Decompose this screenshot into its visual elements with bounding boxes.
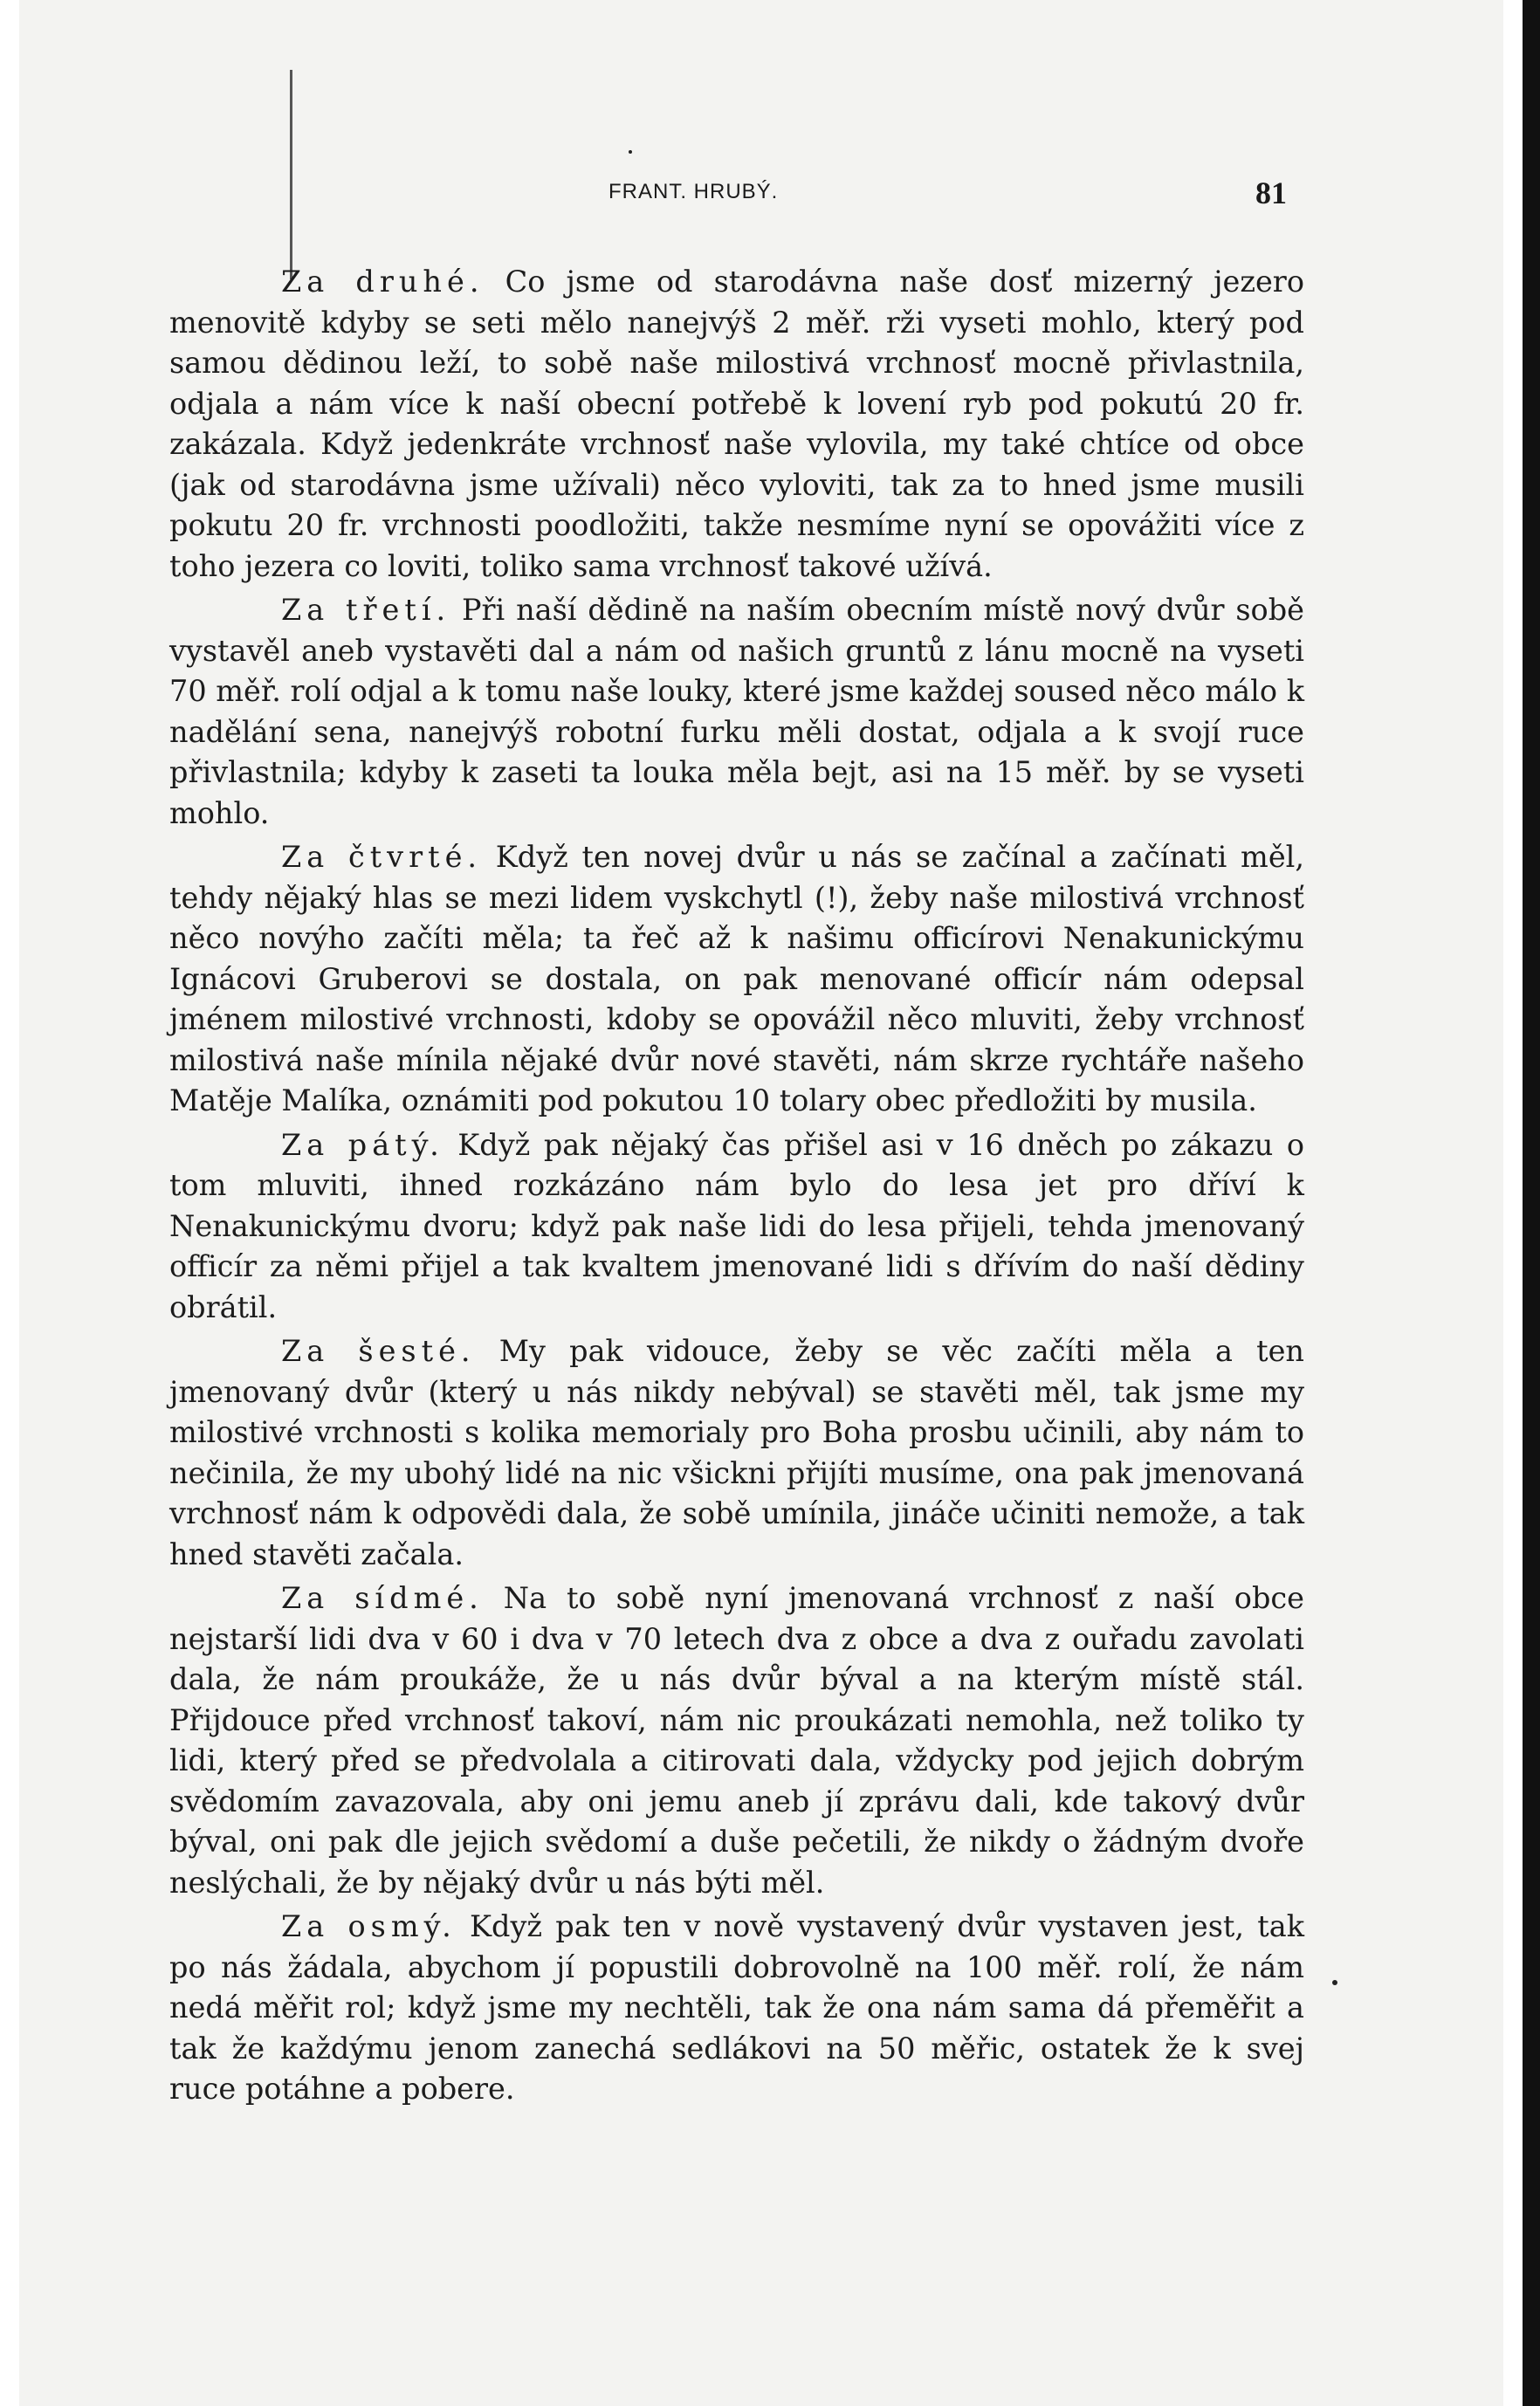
paragraph-text: Když ten novej dvůr u nás se začínal a začínati měl, tehdy nějaký hlas se mezi lidem vyskchytl (!), žeby naše milostivá vrchnosť něco novýho začíti měla; ta řeč až k našimu officírovi Nenakunickýmu Ignácovi Gruberovi se dostala, on pak menované officír nám odepsal jménem milostivé vrchnosti, kdoby se opovážil něco mluviti, žeby vrchnosť milostivá naše mínila nějaké dvůr nové stavěti, nám skrze rychtáře našeho Matěje Malíka, oznámiti pod pokutou 10 tolary obec předložiti by musila. (169, 840, 1305, 1117)
paragraph-lead: Za sídmé. (281, 1581, 484, 1615)
paragraph-za-paty (169, 1125, 1304, 1329)
paragraph-text: Když pak nějaký čas přišel asi v 16 dněch po zákazu o tom mluviti, ihned rozkázáno nám bylo do lesa jet pro dříví k Nenakunickýmu dvoru; když pak naše lidi do lesa přijeli, tehda jmenovaný officír za němi přijel a tak kvaltem jmenované lidi s dřívím do naší dědiny obrátil. (169, 1127, 1304, 1324)
scan-speck (629, 150, 632, 154)
paragraph-za-ctvrte (169, 837, 1304, 1122)
paragraph-text: Na to sobě nyní jmenovaná vrchnosť z naší obce nejstarší lidi dva v 60 i dva v 70 letech dva z obce a dva z ouřadu zavolati dala, že nám proukáže, že u nás dvůr býval a na kterým místě stál. Přijdouce před vrchnosť takoví, nám nic proukázati nemohla, než toliko ty lidi, který před se předvolala a citirovati dala, vždycky pod jejich dobrým svědomím zavazovala, aby oni jemu aneb jí zprávu dali, kde takový dvůr býval, oni pak dle jejich svědomí a duše pečetili, že nikdy o žádným dvoře neslýchali, že by nějaký dvůr u nás býti měl. (169, 1581, 1304, 1900)
paragraph-lead: Za třetí. (281, 593, 451, 627)
paragraph-text: Když pak ten v nově vystavený dvůr vystaven jest, tak po nás žádala, abychom jí popustili dobrovolně na 100 měř. rolí, že nám nedá měřit rol; když jsme my nechtěli, tak že ona nám sama dá přeměřit a tak že každýmu jenom zanechá sedlákovi na 50 měřic, ostatek že k svej ruce potáhne a pobere. (169, 1909, 1304, 2106)
paragraph-lead: Za čtvrté. (281, 840, 483, 874)
body-text (169, 262, 1304, 2114)
scan-speck (1332, 1980, 1337, 1985)
book-page (19, 0, 1503, 2406)
paragraph-lead: Za šesté. (281, 1334, 476, 1368)
paragraph-lead: Za druhé. (281, 265, 485, 299)
paragraph-lead: Za osmý. (281, 1909, 457, 1943)
scan-edge (1523, 0, 1540, 2406)
paragraph-za-osmy (169, 1907, 1304, 2110)
running-head: FRANT. HRUBÝ. (608, 180, 779, 203)
paragraph-za-sidme (169, 1578, 1304, 1903)
paragraph-text: Co jsme od starodávna naše dosť mizerný jezero menovitě kdyby se seti mělo nanejvýš 2 měř. rži vyseti mohlo, který pod samou dědinou leží, to sobě naše milostivá vrchnosť mocně přivlastnila, odjala a nám více k naší obecní potřebě k lovení ryb pod pokutú 20 fr. zakázala. Když jedenkráte vrchnosť naše vylovila, my také chtíce od obce (jak od starodávna jsme užívali) něco vyloviti, tak za to hned jsme musili pokutu 20 fr. vrchnosti poodložiti, takže nesmíme nyní se opovážiti více z toho jezera co loviti, toliko sama vrchnosť takové užívá. (169, 265, 1304, 583)
paragraph-text: Při naší dědině na naším obecním místě nový dvůr sobě vystavěl aneb vystavěti dal a nám od našich gruntů z lánu mocně na vyseti 70 měř. rolí odjal a k tomu naše louky, které jsme každej soused něco málo k nadělání sena, nanejvýš robotní furku měli dostat, odjala a k svojí ruce přivlastnila; kdyby k zaseti ta louka měla bejt, asi na 15 měř. by se vyseti mohlo. (169, 593, 1304, 830)
paragraph-lead: Za pátý. (281, 1127, 444, 1162)
paragraph-text: My pak vidouce, žeby se věc začíti měla a ten jmenovaný dvůr (který u nás nikdy nebýval) se stavěti měl, tak jsme my milostivé vrchnosti s kolika memorialy pro Boha prosbu učinili, aby nám to nečinila, že my ubohý lidé na nic všickni přijíti musíme, ona pak jmenovaná vrchnosť nám k odpovědi dala, že sobě umínila, jináče učiniti nemože, a tak hned stavěti začala. (169, 1334, 1304, 1571)
paragraph-za-treti (169, 590, 1304, 834)
page-header (19, 171, 1503, 210)
page-number: 81 (1255, 175, 1287, 210)
paragraph-za-druhe (169, 262, 1304, 587)
paragraph-za-seste (169, 1331, 1304, 1575)
